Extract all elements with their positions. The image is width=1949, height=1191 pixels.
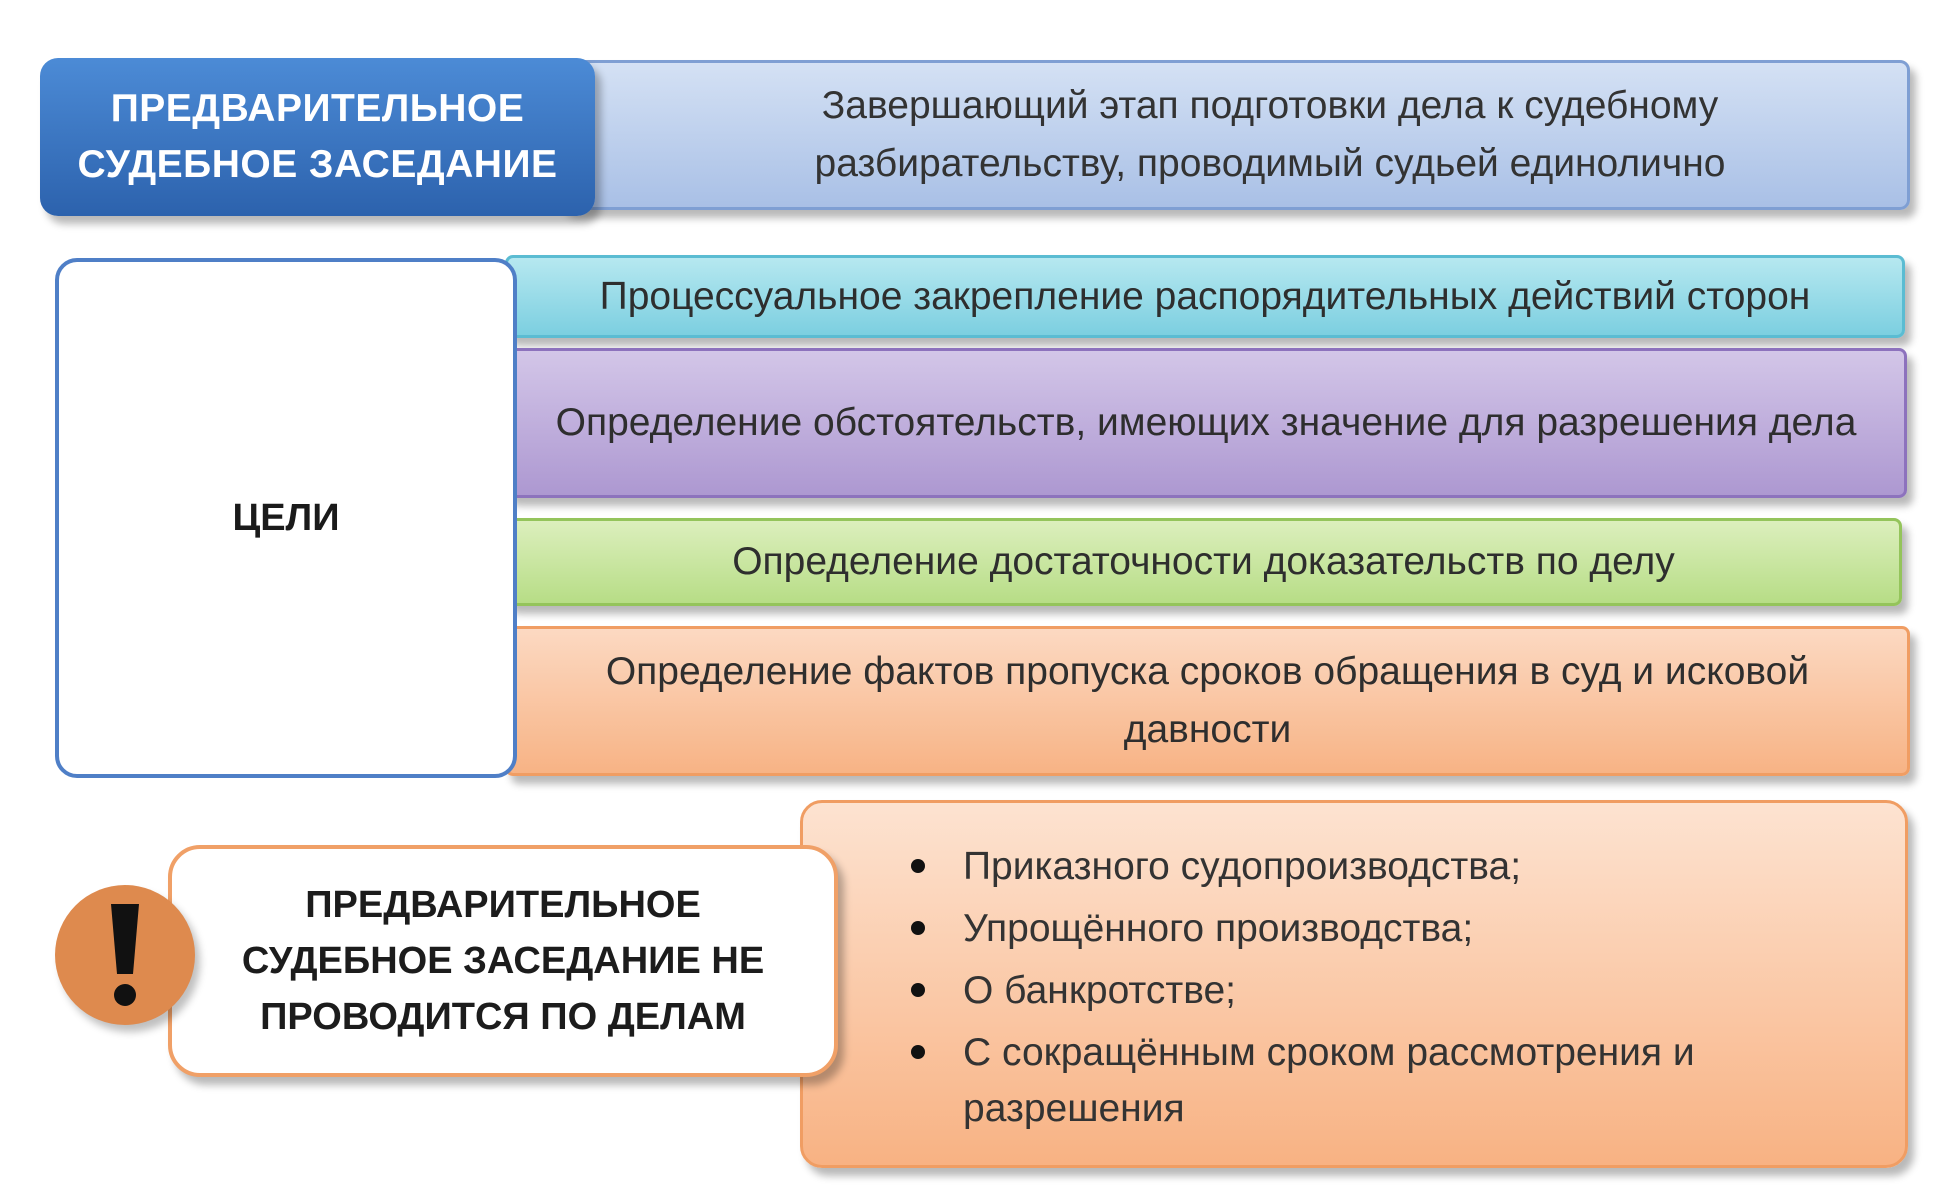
notice-text: ПРЕДВАРИТЕЛЬНОЕ СУДЕБНОЕ ЗАСЕДАНИЕ НЕ ПРОВОДИТСЯ ПО ДЕЛАМ (241, 884, 765, 1038)
excluded-case-text: С сокращённым сроком рассмотрения и разрешения (963, 1031, 1695, 1130)
exclamation-icon (55, 885, 195, 1025)
goal-text: Процессуальное закрепление распорядительных действий сторон (599, 274, 1811, 318)
excluded-cases-list (963, 839, 1905, 1137)
goal-text: Определение достаточности доказательств по делу (732, 540, 1675, 583)
goal-item-4 (505, 626, 1910, 776)
goals-label: ЦЕЛИ (232, 496, 340, 539)
goal-item-3 (505, 518, 1902, 606)
excluded-case-item: О банкротстве; (963, 963, 1905, 1019)
definition-box (560, 60, 1910, 210)
excluded-case-item (963, 1025, 1905, 1137)
notice-box (168, 845, 838, 1077)
goal-item-2 (505, 348, 1907, 498)
title-text: ПРЕДВАРИТЕЛЬНОЕ СУДЕБНОЕ ЗАСЕДАНИЕ (77, 87, 558, 186)
title-box (40, 58, 595, 216)
goal-text: Определение обстоятельств, имеющих значение для разрешения дела (555, 401, 1857, 444)
goal-item-1 (505, 255, 1905, 338)
excluded-cases-box (800, 800, 1908, 1168)
goals-label-box (55, 258, 517, 778)
excluded-case-item: Приказного судопроизводства; (963, 839, 1905, 895)
goal-text: Определение фактов пропуска сроков обращения в суд и исковой давности (605, 650, 1810, 751)
excluded-case-item: Упрощённого производства; (963, 901, 1905, 957)
definition-text: Завершающий этап подготовки дела к судебному разбирательству, проводимый судьей единолично (814, 84, 1726, 185)
